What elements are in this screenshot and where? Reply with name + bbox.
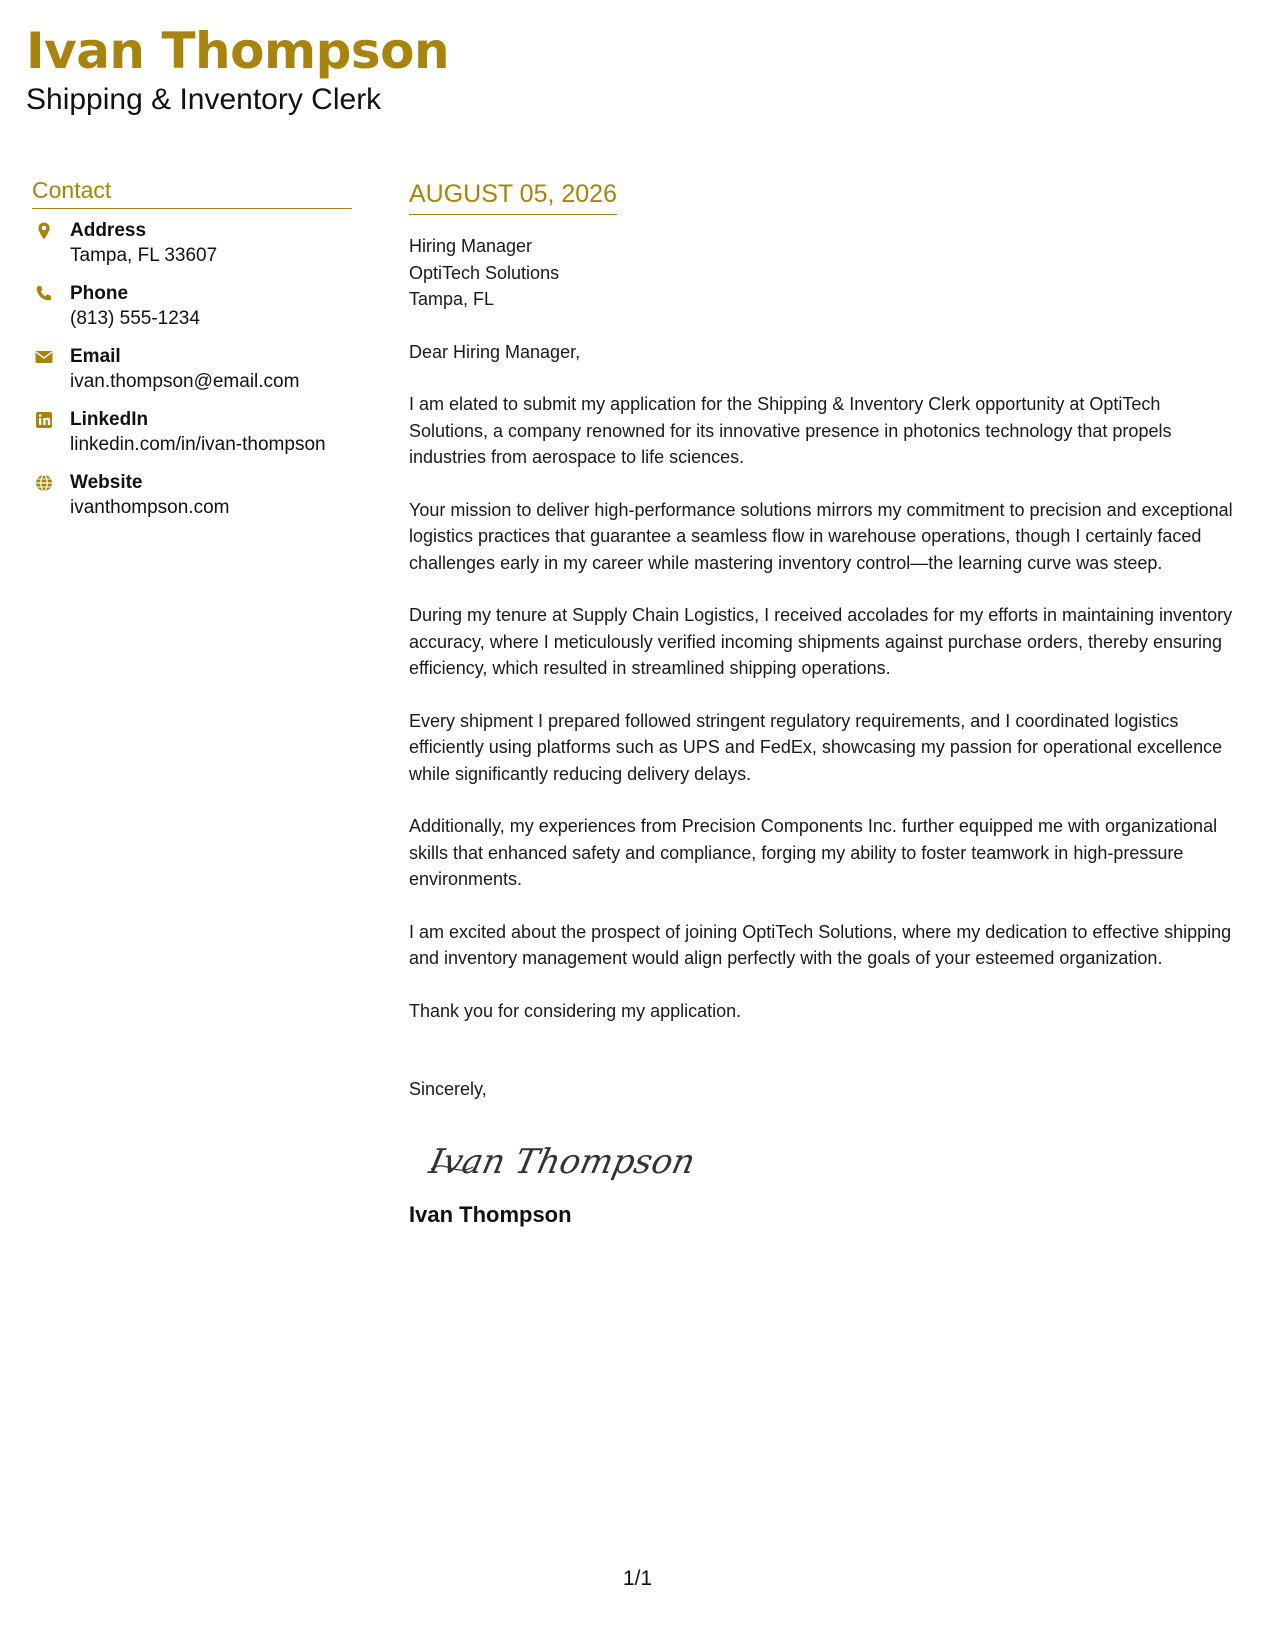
phone-icon — [34, 284, 54, 304]
contact-item-website — [32, 471, 352, 534]
phone-value: (813) 555-1234 — [70, 308, 200, 329]
contact-label: LinkedIn — [70, 409, 149, 430]
letter-paragraph: Your mission to deliver high-performance solutions mirrors my commitment to precision and exceptional logistics practices that guarantee a seamless flow in warehouse operations, though I certainly faced challenges early in my career while mastering inventory control—the learning curve was steep. — [409, 499, 1233, 573]
envelope-icon — [34, 347, 54, 367]
page-number: 1/1 — [622, 1567, 653, 1590]
applicant-name: Ivan Thompson — [26, 22, 450, 80]
letter-body — [409, 178, 1239, 1229]
letter-date: AUGUST 05, 2026 — [409, 178, 617, 215]
recipient-line: Tampa, FL — [409, 289, 495, 309]
contact-item-phone — [32, 282, 352, 345]
letter-paragraph: During my tenure at Supply Chain Logistics, I received accolades for my efforts in maintaining inventory accuracy, where I meticulously verified incoming shipments against purchase orders, thereby ensuring efficiency, which resulted in streamlined shipping operations. — [409, 605, 1233, 678]
contact-item-email — [32, 345, 352, 408]
applicant-title: Shipping & Inventory Clerk — [26, 83, 382, 116]
recipient-line: OptiTech Solutions — [409, 262, 560, 283]
salutation: Dear Hiring Manager, — [409, 341, 581, 362]
contact-item-address — [32, 219, 352, 282]
website-value[interactable]: ivanthompson.com — [70, 497, 230, 518]
contact-heading: Contact — [32, 175, 352, 209]
svg-text:Ivan Thompson: Ivan Thompson — [425, 1141, 699, 1182]
letter-paragraph: Every shipment I prepared followed stringent regulatory requirements, and I coordinated logistics efficiently using platforms such as UPS and FedEx, showcasing my passion for operational excellence while significantly reducing delivery delays. — [409, 710, 1223, 784]
linkedin-icon — [34, 410, 54, 430]
address-value: Tampa, FL 33607 — [70, 245, 218, 266]
globe-icon — [34, 473, 54, 493]
closing: Sincerely, — [409, 1079, 487, 1099]
letter-paragraph: Thank you for considering my application. — [409, 1000, 742, 1021]
letter-paragraph: I am excited about the prospect of joining OptiTech Solutions, where my dedication to effective shipping and inventory management would align perfectly with the goals of your esteemed organization. — [409, 921, 1232, 968]
map-pin-icon — [34, 221, 54, 241]
handwritten-signature — [425, 1129, 699, 1189]
recipient-block — [409, 233, 1239, 313]
recipient-line: Hiring Manager — [409, 236, 533, 256]
contact-label: Address — [70, 220, 147, 241]
letter-paragraph: I am elated to submit my application for the Shipping & Inventory Clerk opportunity at OptiTech Solutions, a company renowned for its innovative presence in photonics technology that propels industries from aerospace to life sciences. — [409, 394, 1172, 467]
contact-label: Website — [70, 472, 143, 493]
contact-list — [32, 219, 352, 534]
contact-item-linkedin — [32, 408, 352, 471]
contact-label: Email — [70, 346, 121, 367]
signed-name: Ivan Thompson — [409, 1201, 572, 1227]
email-value[interactable]: ivan.thompson@email.com — [70, 371, 300, 392]
contact-sidebar — [32, 175, 352, 534]
resume-header — [26, 22, 449, 118]
letter-paragraph: Additionally, my experiences from Precision Components Inc. further equipped me with organizational skills that enhanced safety and compliance, forging my ability to foster teamwork in high-pressure environments. — [409, 816, 1218, 889]
linkedin-value[interactable]: linkedin.com/in/ivan-thompson — [70, 434, 326, 455]
contact-label: Phone — [70, 283, 129, 304]
